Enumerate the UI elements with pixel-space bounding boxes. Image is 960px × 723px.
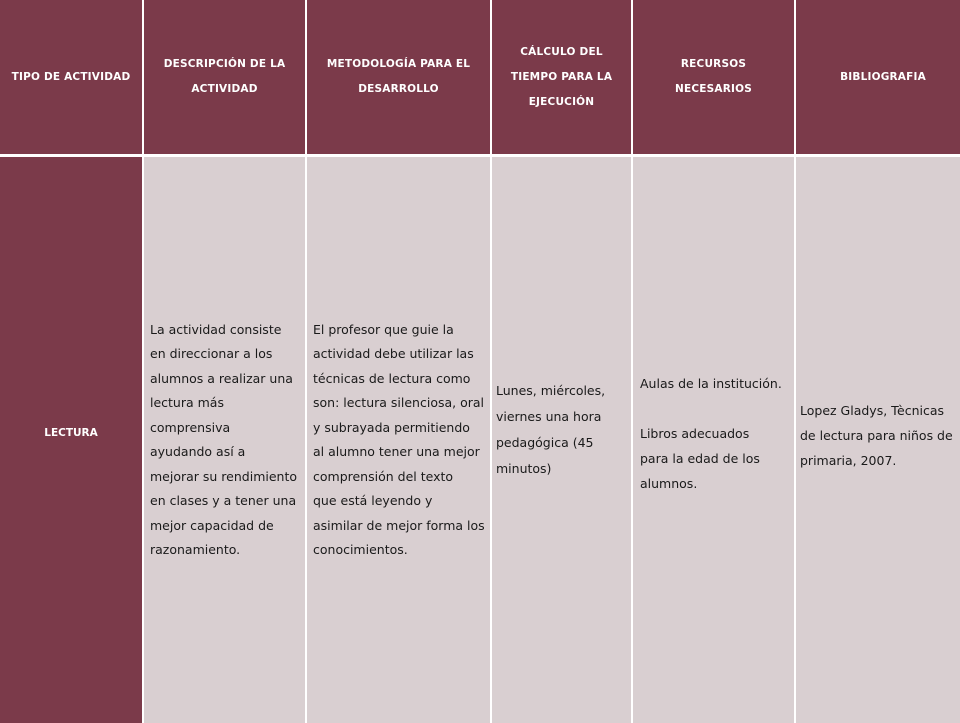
header-calculo-tiempo — [492, 0, 631, 154]
row-tipo-cell — [0, 157, 142, 723]
descripcion-cell — [144, 157, 305, 723]
tiempo-cell — [492, 157, 631, 723]
header-label: METODOLOGÍA PARA EL DESARROLLO — [326, 58, 471, 95]
recursos-text: Aulas de la institución. Libros adecuados para la edad de los alumnos. — [640, 375, 782, 491]
metodologia-text: El profesor que guie la actividad debe utilizar las técnicas de lectura como son: lectura silenciosa, oral y subrayada permitiendo al alumno tener una mejor comprensión del texto que está leyendo y asimilar de mejor forma los conocimientos. — [313, 321, 485, 557]
tiempo-text: Lunes, miércoles, viernes una hora pedagógica (45 minutos) — [496, 383, 606, 476]
header-label: BIBLIOGRAFIA — [840, 70, 926, 83]
recursos-cell — [633, 157, 794, 723]
descripcion-text: La actividad consiste en direccionar a los alumnos a realizar una lectura más comprensiva ayudando así a mejorar su rendimiento en clases y a tener una mejor capacidad de razonamiento. — [150, 321, 298, 557]
header-label: RECURSOS NECESARIOS — [674, 58, 752, 95]
header-label: TIPO DE ACTIVIDAD — [11, 70, 131, 83]
bibliografia-cell — [796, 157, 960, 723]
header-tipo-actividad — [0, 0, 142, 154]
metodologia-cell — [307, 157, 490, 723]
header-label: CÁLCULO DEL TIEMPO PARA LA EJECUCIÓN — [510, 45, 613, 108]
header-bibliografia — [796, 0, 960, 154]
header-descripcion — [144, 0, 305, 154]
bibliografia-text: Lopez Gladys, Tècnicas de lectura para niños de primaria, 2007. — [800, 402, 953, 468]
header-label: DESCRIPCIÓN DE LA ACTIVIDAD — [163, 58, 286, 95]
header-metodologia — [307, 0, 490, 154]
header-recursos — [633, 0, 794, 154]
row-tipo-label: LECTURA — [44, 427, 98, 439]
